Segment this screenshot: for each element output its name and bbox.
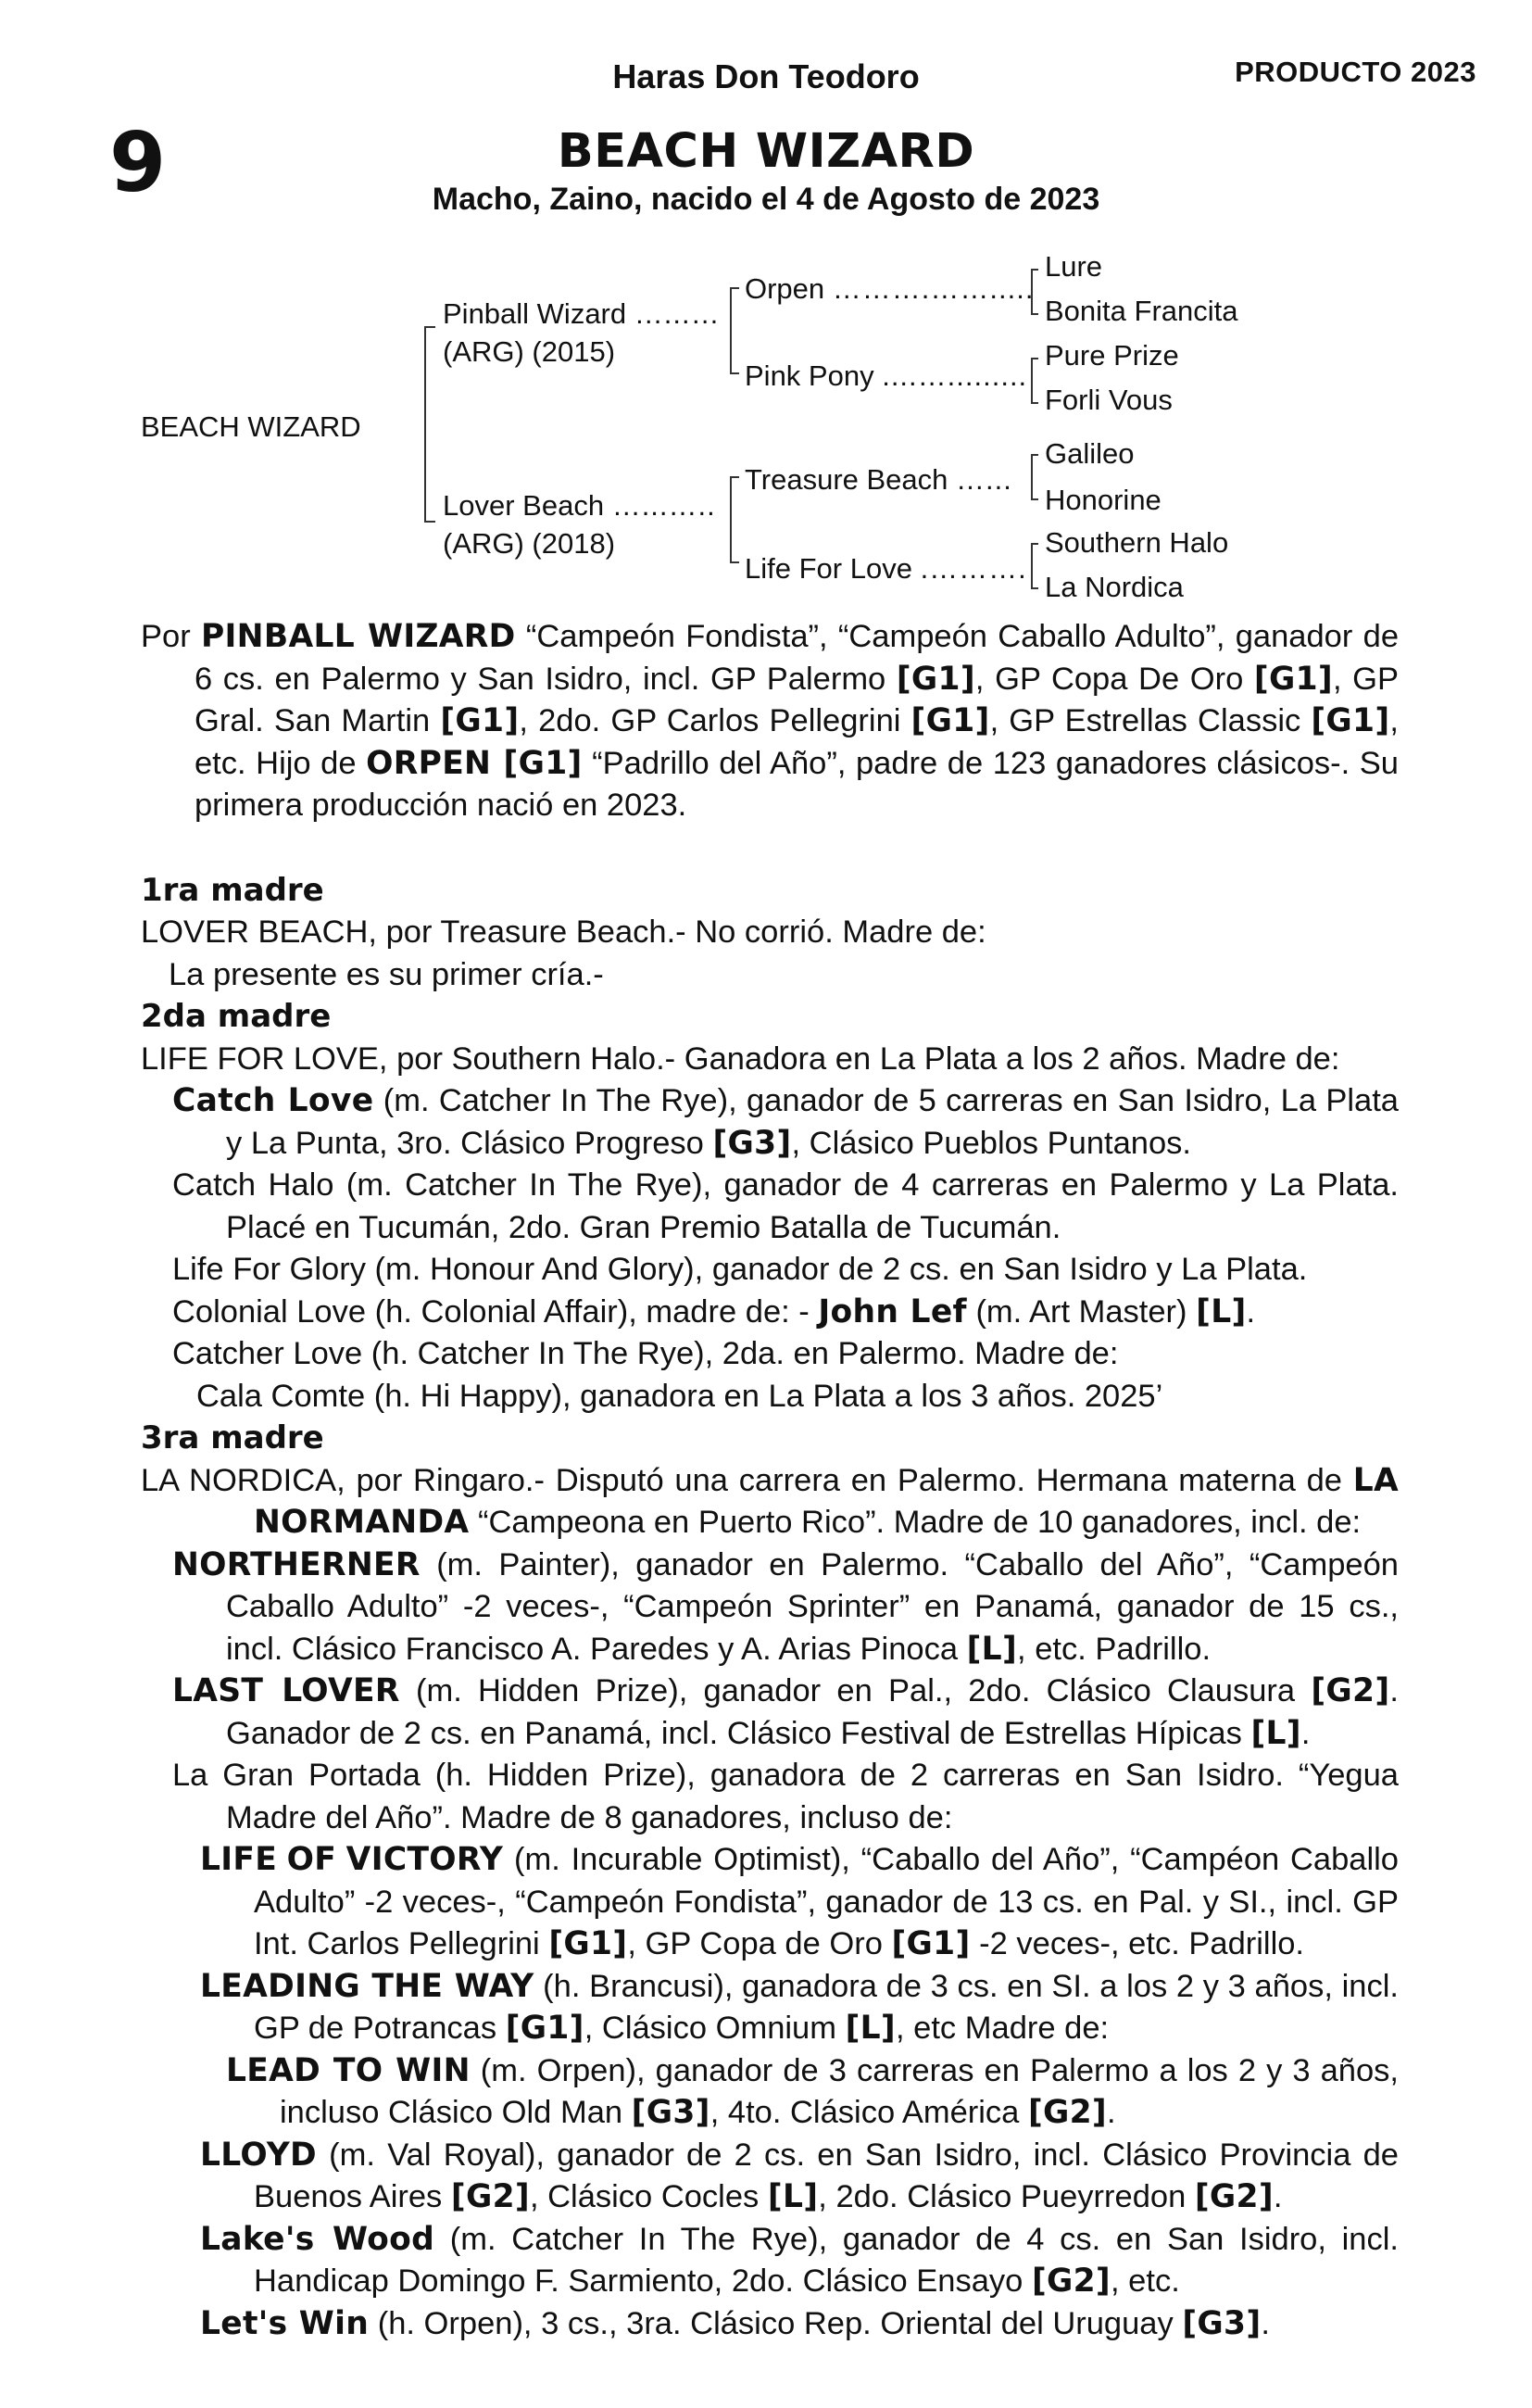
pedigree-tick (1031, 587, 1038, 589)
pedigree-gg-2: Bonita Francita (1045, 295, 1238, 327)
pedigree-gg-5: Galileo (1045, 437, 1135, 470)
third-dam-heading: 3ra madre (141, 1419, 324, 1456)
pedigree-sire: Pinball Wizard …...… (443, 297, 721, 330)
pedigree-dam-dam: Life For Love .………. (745, 552, 1027, 585)
second-dam-line: LIFE FOR LOVE, por Southern Halo.- Ganadora en La Plata a los 2 años. Madre de: (141, 1040, 1340, 1077)
product-year-label: PRODUCTO 2023 (1235, 56, 1476, 88)
pedigree-tick (1031, 498, 1038, 500)
first-dam-line: LOVER BEACH, por Treasure Beach.- No corrió. Madre de: (141, 914, 986, 950)
pedigree-bracket (1031, 269, 1033, 315)
catalogue-body (141, 616, 1399, 2345)
horse-name-title: BEACH WIZARD (557, 124, 975, 179)
produce-entry: Colonial Love (h. Colonial Affair), madre de: - John Lef (m. Art Master) [L]. (172, 1292, 1256, 1330)
produce-sub-entry: LEADING THE WAY (h. Brancusi), ganadora de 3 cs. en SI. a los 2 y 3 años, incl. GP de Potrancas [G1], Clásico Omnium [L], etc Madre de: (200, 1967, 1399, 2047)
produce-entry: Catch Love (m. Catcher In The Rye), ganador de 5 carreras en San Isidro, La Plata y La Punta, 3ro. Clásico Progreso [G3], Clásico Pueblos Puntanos. (172, 1082, 1399, 1162)
pedigree-tick (424, 521, 435, 523)
pedigree-tick (1031, 543, 1038, 545)
produce-sub-entry: LIFE OF VICTORY (m. Incurable Optimist), “Caballo del Año”, “Campéon Caballo Adulto” -2 veces-, “Campeón Fondista”, ganador de 13 cs. en Pal. y SI., incl. GP Int. Carlos Pellegrini [G1], GP Copa de Oro [G1] -2 veces-, etc. Padrillo. (200, 1841, 1399, 1962)
pedigree-tick (730, 287, 739, 289)
pedigree-dam-sire: Treasure Beach …... (745, 463, 1012, 496)
pedigree-tick (730, 372, 739, 374)
pedigree-bracket (1031, 454, 1033, 500)
pedigree-sire-origin: (ARG) (2015) (443, 335, 616, 368)
pedigree-tick (424, 326, 435, 328)
produce-entry: Catcher Love (h. Catcher In The Rye), 2da. en Palermo. Madre de: (172, 1336, 1119, 1371)
pedigree-tick (1031, 454, 1038, 456)
breeder-name: Haras Don Teodoro (612, 57, 920, 95)
pedigree-sire-dam: Pink Pony ....…......... (745, 359, 1028, 392)
lot-number: 9 (109, 115, 167, 210)
pedigree-gg-4: Forli Vous (1045, 384, 1173, 416)
pedigree-sire-sire: Orpen ……….……..... (745, 272, 1035, 305)
pedigree-dam: Lover Beach …...….. (443, 489, 716, 522)
pedigree-tick (1031, 269, 1038, 271)
produce-sub-entry: LLOYD (m. Val Royal), ganador de 2 cs. en San Isidro, incl. Clásico Provincia de Buenos Aires [G2], Clásico Cocles [L], 2do. Clásico Pueyrredon [G2]. (200, 2136, 1399, 2215)
pedigree-gg-6: Honorine (1045, 484, 1162, 516)
pedigree-bracket (424, 326, 426, 523)
pedigree-gg-7: Southern Halo (1045, 526, 1229, 559)
pedigree-gg-3: Pure Prize (1045, 339, 1179, 372)
pedigree-bracket (1031, 358, 1033, 404)
pedigree-tick (1031, 313, 1038, 315)
first-dam-heading: 1ra madre (141, 871, 324, 909)
first-dam-produce: La presente es su primer cría.- (169, 956, 604, 992)
produce-sub-entry: Lake's Wood (m. Catcher In The Rye), ganador de 4 cs. en San Isidro, incl. Handicap Domingo F. Sarmiento, 2do. Clásico Ensayo [G2], etc. (200, 2220, 1399, 2300)
produce-entry: LAST LOVER (m. Hidden Prize), ganador en Pal., 2do. Clásico Clausura [G2]. Ganador de 2 cs. en Panamá, incl. Clásico Festival de Estrellas Hípicas [L]. (172, 1672, 1399, 1752)
pedigree-bracket (730, 287, 732, 374)
pedigree-tick (730, 476, 739, 478)
produce-entry: NORTHERNER (m. Painter), ganador en Palermo. “Caballo del Año”, “Campeón Caballo Adulto” -2 veces-, “Campeón Sprinter” en Panamá, ganador de 15 cs., incl. Clásico Francisco A. Paredes y A. Arias Pinoca [L], etc. Padrillo. (172, 1545, 1399, 1668)
produce-entry: Catch Halo (m. Catcher In The Rye), ganador de 4 carreras en Palermo y La Plata. Placé en Tucumán, 2do. Gran Premio Batalla de Tucumán. (172, 1167, 1399, 1245)
pedigree-gg-8: La Nordica (1045, 571, 1184, 603)
pedigree-gg-1: Lure (1045, 250, 1103, 283)
horse-description: Macho, Zaino, nacido el 4 de Agosto de 2023 (432, 182, 1100, 217)
produce-sub-entry: Let's Win (h. Orpen), 3 cs., 3ra. Clásico Rep. Oriental del Uruguay [G3]. (200, 2304, 1270, 2342)
second-dam-heading: 2da madre (141, 998, 332, 1035)
pedigree-tick (730, 561, 739, 563)
pedigree-bracket (1031, 543, 1033, 589)
pedigree-bracket (730, 476, 732, 563)
sire-paragraph: Por PINBALL WIZARD “Campeón Fondista”, “Campeón Caballo Adulto”, ganador de 6 cs. en Palermo y San Isidro, incl. GP Palermo [G1], GP Copa De Oro [G1], GP Gral. San Martin [G1], 2do. GP Carlos Pellegrini [G1], GP Estrellas Classic [G1], etc. Hijo de ORPEN [G1] “Padrillo del Año”, padre de 123 ganadores clásicos-. Su primera producción nació en 2023. (141, 618, 1400, 823)
pedigree-tick (1031, 358, 1038, 359)
produce-entry: La Gran Portada (h. Hidden Prize), ganadora de 2 carreras en San Isidro. “Yegua Madre del Año”. Madre de 8 ganadores, incluso de: (172, 1758, 1399, 1835)
pedigree-dam-origin: (ARG) (2018) (443, 527, 616, 560)
produce-sub-entry: Cala Comte (h. Hi Happy), ganadora en La Plata a los 3 años. 2025’ (196, 1378, 1163, 1414)
pedigree-subject: BEACH WIZARD (141, 410, 361, 443)
third-dam-line: LA NORDICA, por Ringaro.- Disputó una carrera en Palermo. Hermana materna de LA NORMANDA “Campeona en Puerto Rico”. Madre de 10 ganadores, incl. de: (141, 1461, 1399, 1541)
pedigree-tick (1031, 402, 1038, 404)
produce-sub-sub-entry: LEAD TO WIN (m. Orpen), ganador de 3 carreras en Palermo a los 2 y 3 años, incluso Clásico Old Man [G3], 4to. Clásico América [G2]. (226, 2051, 1399, 2131)
produce-entry: Life For Glory (m. Honour And Glory), ganador de 2 cs. en San Isidro y La Plata. (172, 1252, 1308, 1287)
